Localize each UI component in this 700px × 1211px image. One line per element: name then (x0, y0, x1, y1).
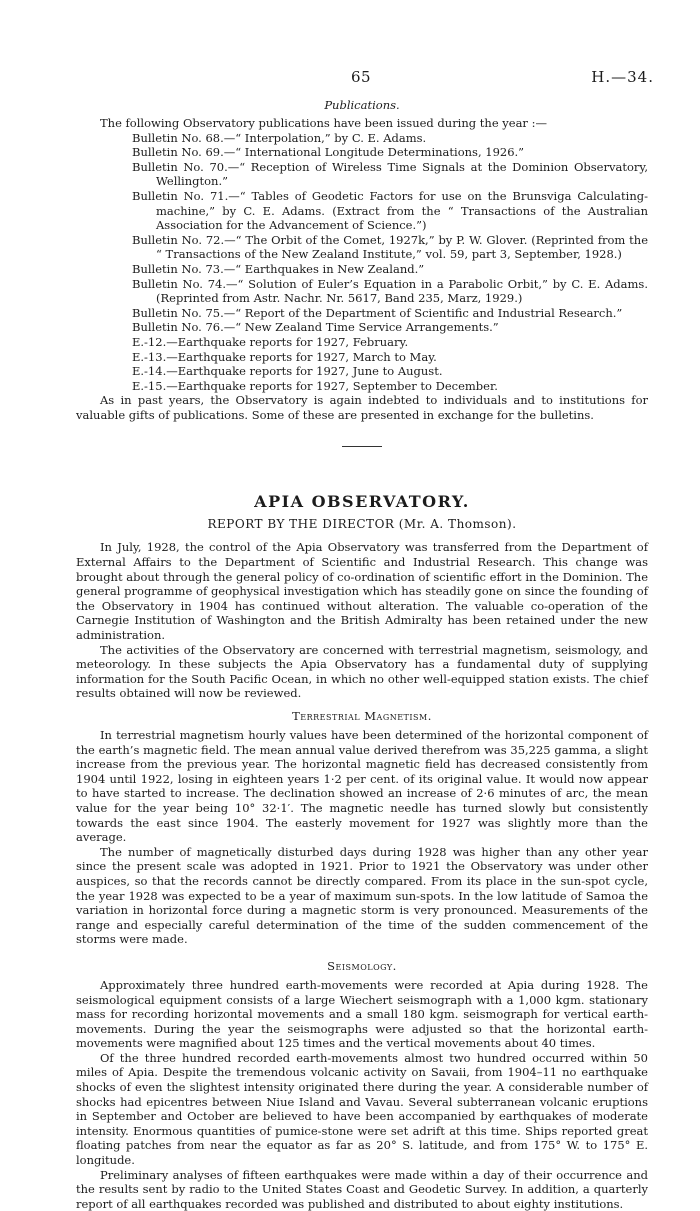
list-item: E.-15.—Earthquake reports for 1927, September to December. (132, 378, 498, 393)
document-page (76, 68, 654, 1211)
page-number: 65 (351, 68, 372, 86)
terrestrial-paragraph-2: The number of magnetically disturbed days during 1928 was higher than any other year since the present scale was adopted in 1921. Prior to 1921 the Observatory was under other auspices, so that the records cannot be directly compared. From its place in the sun-spot cycle, the year 1928 was expected to be a year of maximum sun-spots. In the low latitude of Samoa the variation in horizontal force during a magnetic storm is very pronounced. Measurements of the range and especially careful determination of the time of the sudden commencement of the storms were made. (76, 844, 648, 947)
list-item: Bulletin No. 75.—“ Report of the Department of Scientific and Industrial Research.” (132, 305, 623, 320)
seismology-paragraph-1: Approximately three hundred earth-movements were recorded at Apia during 1928. The seismological equipment consists of a large Wiechert seismograph with a 1,000 kgm. stationary mass for recording horizontal movements and a small 180 kgm. seismograph for vertical earth-movements. During the year the seismographs were adjusted so that the horizontal earth-movements were magnified about 125 times and the vertical movements about 40 times. (76, 977, 648, 1051)
publications-closing: As in past years, the Observatory is again indebted to individuals and to institutions for valuable gifts of publications. Some of these are presented in exchange for the bulletins. (76, 393, 648, 422)
seismology-heading: Seismology. (327, 958, 397, 973)
publications-list (132, 131, 648, 394)
terrestrial-magnetism-heading: Terrestrial Magnetism. (292, 709, 432, 723)
list-item: Bulletin No. 74.—“ Solution of Euler’s Equation in a Parabolic Orbit,” by C. E. Adams. (Reprinted from Astr. Nachr. Nr. 5617, Band 235, Marz, 1929.) (132, 276, 648, 306)
list-item: E.-14.—Earthquake reports for 1927, June to August. (132, 364, 443, 379)
page-header (76, 68, 654, 88)
report-byline: REPORT BY THE DIRECTOR (Mr. A. Thomson). (207, 517, 517, 532)
publications-title: Publications. (324, 98, 400, 112)
intro-paragraph-2: The activities of the Observatory are concerned with terrestrial magnetism, seismology, and meteorology. In these subjects the Apia Observatory has a fundamental duty of supplying information for the South Pacific Ocean, in which no other well-equipped station exists. The chief results obtained will now be reviewed. (76, 642, 648, 701)
terrestrial-paragraph-1: In terrestrial magnetism hourly values have been determined of the horizontal component of the earth’s magnetic field. The mean annual value derived therefrom was 35,225 gamma, a slight increase from the previous year. The horizontal magnetic field has decreased consistently from 1904 until 1922, losing in eighteen years 1·2 per cent. of its original value. It would now appear to have started to increase. The declination showed an increase of 2·6 minutes of arc, the mean value for the year being 10° 32·1′. The magnetic needle has turned slowly but consistently towards the east since 1904. The easterly movement for 1927 was slightly more than the average. (76, 728, 648, 845)
list-item: Bulletin No. 69.—“ International Longitude Determinations, 1926.” (132, 145, 525, 160)
publications-intro: The following Observatory publications have been issued during the year :— (100, 116, 547, 130)
list-item: Bulletin No. 68.—“ Interpolation,” by C. E. Adams. (132, 130, 427, 145)
seismology-paragraph-2: Of the three hundred recorded earth-movements almost two hundred occurred within 50 miles of Apia. Despite the tremendous volcanic activity on Savaii, from 1904–11 no earthquake shocks of even the slightest intensity originated there during the year. A considerable number of shocks had epicentres between Niue Island and Vavau. Several subterranean volcanic eruptions in September and October are believed to have been accompanied by earthquakes of moderate intensity. Enormous quantities of pumice-stone were set adrift at this time. Ships reported great floating patches from near the equator as far as 20° S. latitude, and from 175° W. to 175° E. longitude. (76, 1050, 648, 1168)
list-item: Bulletin No. 72.—“ The Orbit of the Comet, 1927k,” by P. W. Glover. (Reprinted from the “ Transactions of the New Zealand Institute,” vol. 59, part 3, September, 1928.) (132, 232, 648, 262)
document-reference: H.—34. (591, 68, 654, 86)
section-divider (342, 446, 382, 447)
seismology-paragraph-3: Preliminary analyses of fifteen earthquakes were made within a day of their occurrence and the results sent by radio to the United States Coast and Geodetic Survey. In addition, a quarterly report of all earthquakes recorded was published and distributed to about eighty institutions. (76, 1167, 648, 1211)
apia-title: APIA OBSERVATORY. (254, 492, 470, 512)
list-item: E.-13.—Earthquake reports for 1927, March to May. (132, 349, 437, 364)
list-item: E.-12.—Earthquake reports for 1927, February. (132, 334, 409, 349)
list-item: Bulletin No. 73.—“ Earthquakes in New Zealand.” (132, 261, 425, 276)
list-item: Bulletin No. 70.—“ Reception of Wireless Time Signals at the Dominion Observatory, Wellington.” (132, 159, 648, 189)
list-item: Bulletin No. 71.—“ Tables of Geodetic Factors for use on the Brunsviga Calculating-machine,” by C. E. Adams. (Extract from the “ Transactions of the Australian Association for the Advancement of Science.”) (132, 188, 648, 233)
intro-paragraph-1: In July, 1928, the control of the Apia Observatory was transferred from the Department of External Affairs to the Department of Scientific and Industrial Research. This change was brought about through the general policy of co-ordination of scientific effort in the Dominion. The general programme of geophysical investigation which has steadily gone on since the founding of the Observatory in 1904 has continued without alteration. The valuable co-operation of the Carnegie Institution of Washington and the British Admiralty has been retained under the new administration. (76, 540, 648, 643)
list-item: Bulletin No. 76.—“ New Zealand Time Service Arrangements.” (132, 320, 499, 335)
